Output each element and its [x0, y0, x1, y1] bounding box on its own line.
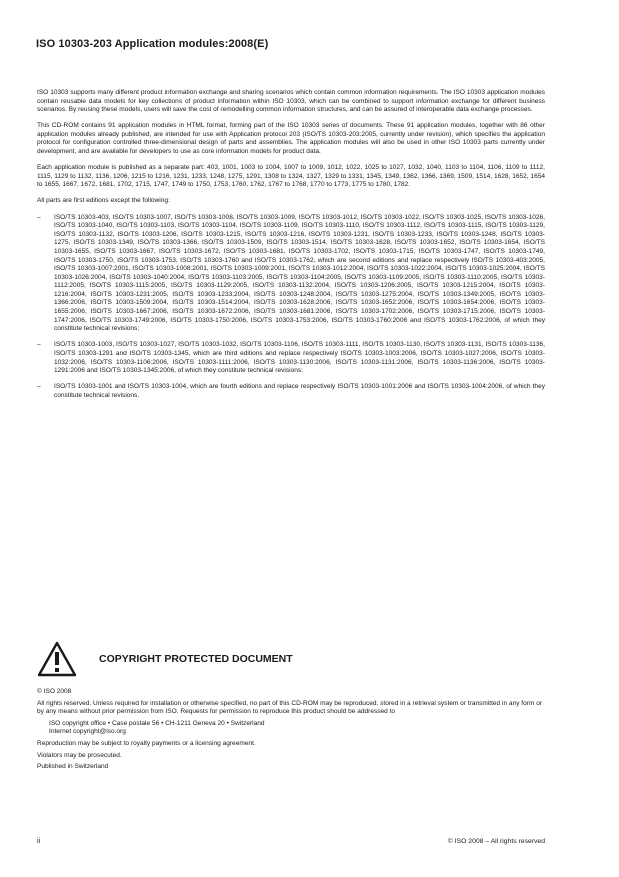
- published-line: Published in Switzerland: [37, 763, 109, 771]
- cdrom-paragraph: This CD-ROM contains 91 application modules in HTML format, forming part of the ISO 10303 series of documents. These 91 application modules, together with 86 other application modules already published, are intended for use with Application protocol 203 (ISO/TS 10303-203:2005, currently under revision), which specifies the application protocol for configuration controlled three-dimensional design of parts and assemblies. The application modules will also be used in other ISO 10303 parts currently under development, and are available for developers to use as core information models for product data.: [37, 122, 545, 156]
- copyright-year: © ISO 2008: [37, 688, 72, 695]
- contact-address: [37, 720, 545, 737]
- editions-intro: All parts are first editions except the following:: [37, 197, 170, 205]
- address-line: ISO copyright office • Case postale 56 • CH-1211 Geneva 20 • Switzerland: [49, 719, 265, 727]
- copyright-title: COPYRIGHT PROTECTED DOCUMENT: [99, 653, 293, 665]
- editions-list: [37, 214, 545, 401]
- list-item: – ISO/TS 10303-1003, ISO/TS 10303-1027, ISO/TS 10303-1032, ISO/TS 10303-1106, ISO/TS 10303-1111, ISO/TS 10303-1130, ISO/TS 10303-1131, ISO/TS 10303-1136, ISO/TS 10303-1291 and ISO/TS 10303-1345, which are third editions and replace respectively ISO/TS 10303-1003:2006, ISO/TS 10303-1027:2006, ISO/TS 10303-1032:2006, ISO/TS 10303-1106:2006, ISO/TS 10303-1111:2006, ISO/TS 10303-1130:2006, ISO/TS 10303-1131:2006, ISO/TS 10303-1136:2006, ISO/TS 10303-1291:2006 and ISO/TS 10303-1345:2006, of which they constitute technical revisions;: [37, 341, 545, 375]
- copyright-banner: [37, 640, 545, 682]
- document-body: [37, 89, 545, 408]
- parts-paragraph: Each application module is published as a separate part: 403, 1001, 1003 to 1004, 1007 to 1009, 1012, 1022, 1025 to 1027, 1032, 1040, 1103 to 1104, 1106, 1109 to 1112, 1115, 1129 to 1132, 1136, 1206, 1215 to 1216, 1231, 1233, 1248, 1275, 1291, 1308 to 1324, 1327, 1329 to 1331, 1345, 1349, 1362, 1366, 1369, 1509, 1514, 1628, 1652, 1654 to 1655, 1667, 1672, 1681, 1702, 1715, 1747, 1749 to 1750, 1753, 1760, 1762, 1767 to 1768, 1770 to 1773, 1775 to 1780, 1782.: [37, 164, 545, 189]
- list-item: – ISO/TS 10303-403, ISO/TS 10303-1007, ISO/TS 10303-1008, ISO/TS 10303-1009, ISO/TS 10303-1012, ISO/TS 10303-1022, ISO/TS 10303-1025, ISO/TS 10303-1026, ISO/TS 10303-1040, ISO/TS 10303-1103, ISO/TS 10303-1104, ISO/TS 10303-1109, ISO/TS 10303-1110, ISO/TS 10303-1112, ISO/TS 10303-1115, ISO/TS 10303-1129, ISO/TS 10303-1132, ISO/TS 10303-1206, ISO/TS 10303-1215, ISO/TS 10303-1216, ISO/TS 10303-1231, ISO/TS 10303-1233, ISO/TS 10303-1248, ISO/TS 10303-1275, ISO/TS 10303-1349, ISO/TS 10303-1366, ISO/TS 10303-1509, ISO/TS 10303-1514, ISO/TS 10303-1628, ISO/TS 10303-1652, ISO/TS 10303-1654, ISO/TS 10303-1655, ISO/TS 10303-1667, ISO/TS 10303-1672, ISO/TS 10303-1681, ISO/TS 10303-1702, ISO/TS 10303-1715, ISO/TS 10303-1747, ISO/TS 10303-1749, ISO/TS 10303-1750, ISO/TS 10303-1753, ISO/TS 10303-1760 and ISO/TS 10303-1762, which are second editions and replace respectively ISO/TS 10303-403:2005, ISO/TS 10303-1007:2001, ISO/TS 10303-1008:2001, ISO/TS 10303-1009:2001, ISO/TS 10303-1012:2004, ISO/TS 10303-1022:2004, ISO/TS 10303-1025:2004, ISO/TS 10303-1026:2004, ISO/TS 10303-1040:2004, ISO/TS 10303-1103:2005, ISO/TS 10303-1104:2005, ISO/TS 10303-1109:2005, ISO/TS 10303-1110:2005, ISO/TS 10303-1112:2005, ISO/TS 10303-1115:2005, ISO/TS 10303-1129:2005, ISO/TS 10303-1132:2004, ISO/TS 10303-1206:2005, ISO/TS 10303-1215:2004, ISO/TS 10303-1216:2004, ISO/TS 10303-1231:2005, ISO/TS 10303-1233:2004, ISO/TS 10303-1248:2004, ISO/TS 10303-1275:2004, ISO/TS 10303-1349:2005, ISO/TS 10303-1366:2006, ISO/TS 10303-1509:2004, ISO/TS 10303-1514:2004, ISO/TS 10303-1628:2006, ISO/TS 10303-1652:2006, ISO/TS 10303-1654:2006, ISO/TS 10303-1655:2006, ISO/TS 10303-1667:2006, ISO/TS 10303-1672:2006, ISO/TS 10303-1681:2006, ISO/TS 10303-1702:2006, ISO/TS 10303-1715:2006, ISO/TS 10303-1747:2006, ISO/TS 10303-1749:2006, ISO/TS 10303-1750:2006, ISO/TS 10303-1753:2006, ISO/TS 10303-1760:2006 and ISO/TS 10303-1762:2006, of which they constitute technical revisions;: [37, 214, 545, 334]
- legal-notice: [37, 688, 545, 775]
- prosecution-line: Violators may be prosecuted.: [37, 751, 122, 759]
- warning-triangle-icon: [37, 641, 77, 677]
- rights-text: All rights reserved. Unless required for installation or otherwise specified, no part of this CD-ROM may be reproduced, stored in a retrieval system or transmitted in any form or by any means without prior permission from ISO. Requests for permission to reproduce this product should be addressed to: [37, 699, 543, 716]
- list-item: – ISO/TS 10303-1001 and ISO/TS 10303-1004, which are fourth editions and replace respectively ISO/TS 10303-1001:2006 and ISO/TS 10303-1004:2006, of which they constitute technical revisions.: [37, 383, 545, 400]
- intro-paragraph: ISO 10303 supports many different product information exchange and sharing scenarios which contain common information requirements. The ISO 10303 application modules contain reusable data models for key collections of product information within ISO 10303, which can be combined to support information exchange for different business scenarios. By reusing these models, users will save the cost of remodelling common information structures, and can be assured of interoperable data exchange processes.: [37, 89, 545, 114]
- royalty-line: Reproduction may be subject to royalty payments or a licensing agreement.: [37, 739, 256, 747]
- footer-rights: © ISO 2008 – All rights reserved: [447, 838, 545, 845]
- page-number: ii: [37, 838, 41, 845]
- page-title: ISO 10303-203 Application modules:2008(E): [36, 38, 269, 50]
- internet-line: Internet copyright@iso.org: [49, 728, 126, 736]
